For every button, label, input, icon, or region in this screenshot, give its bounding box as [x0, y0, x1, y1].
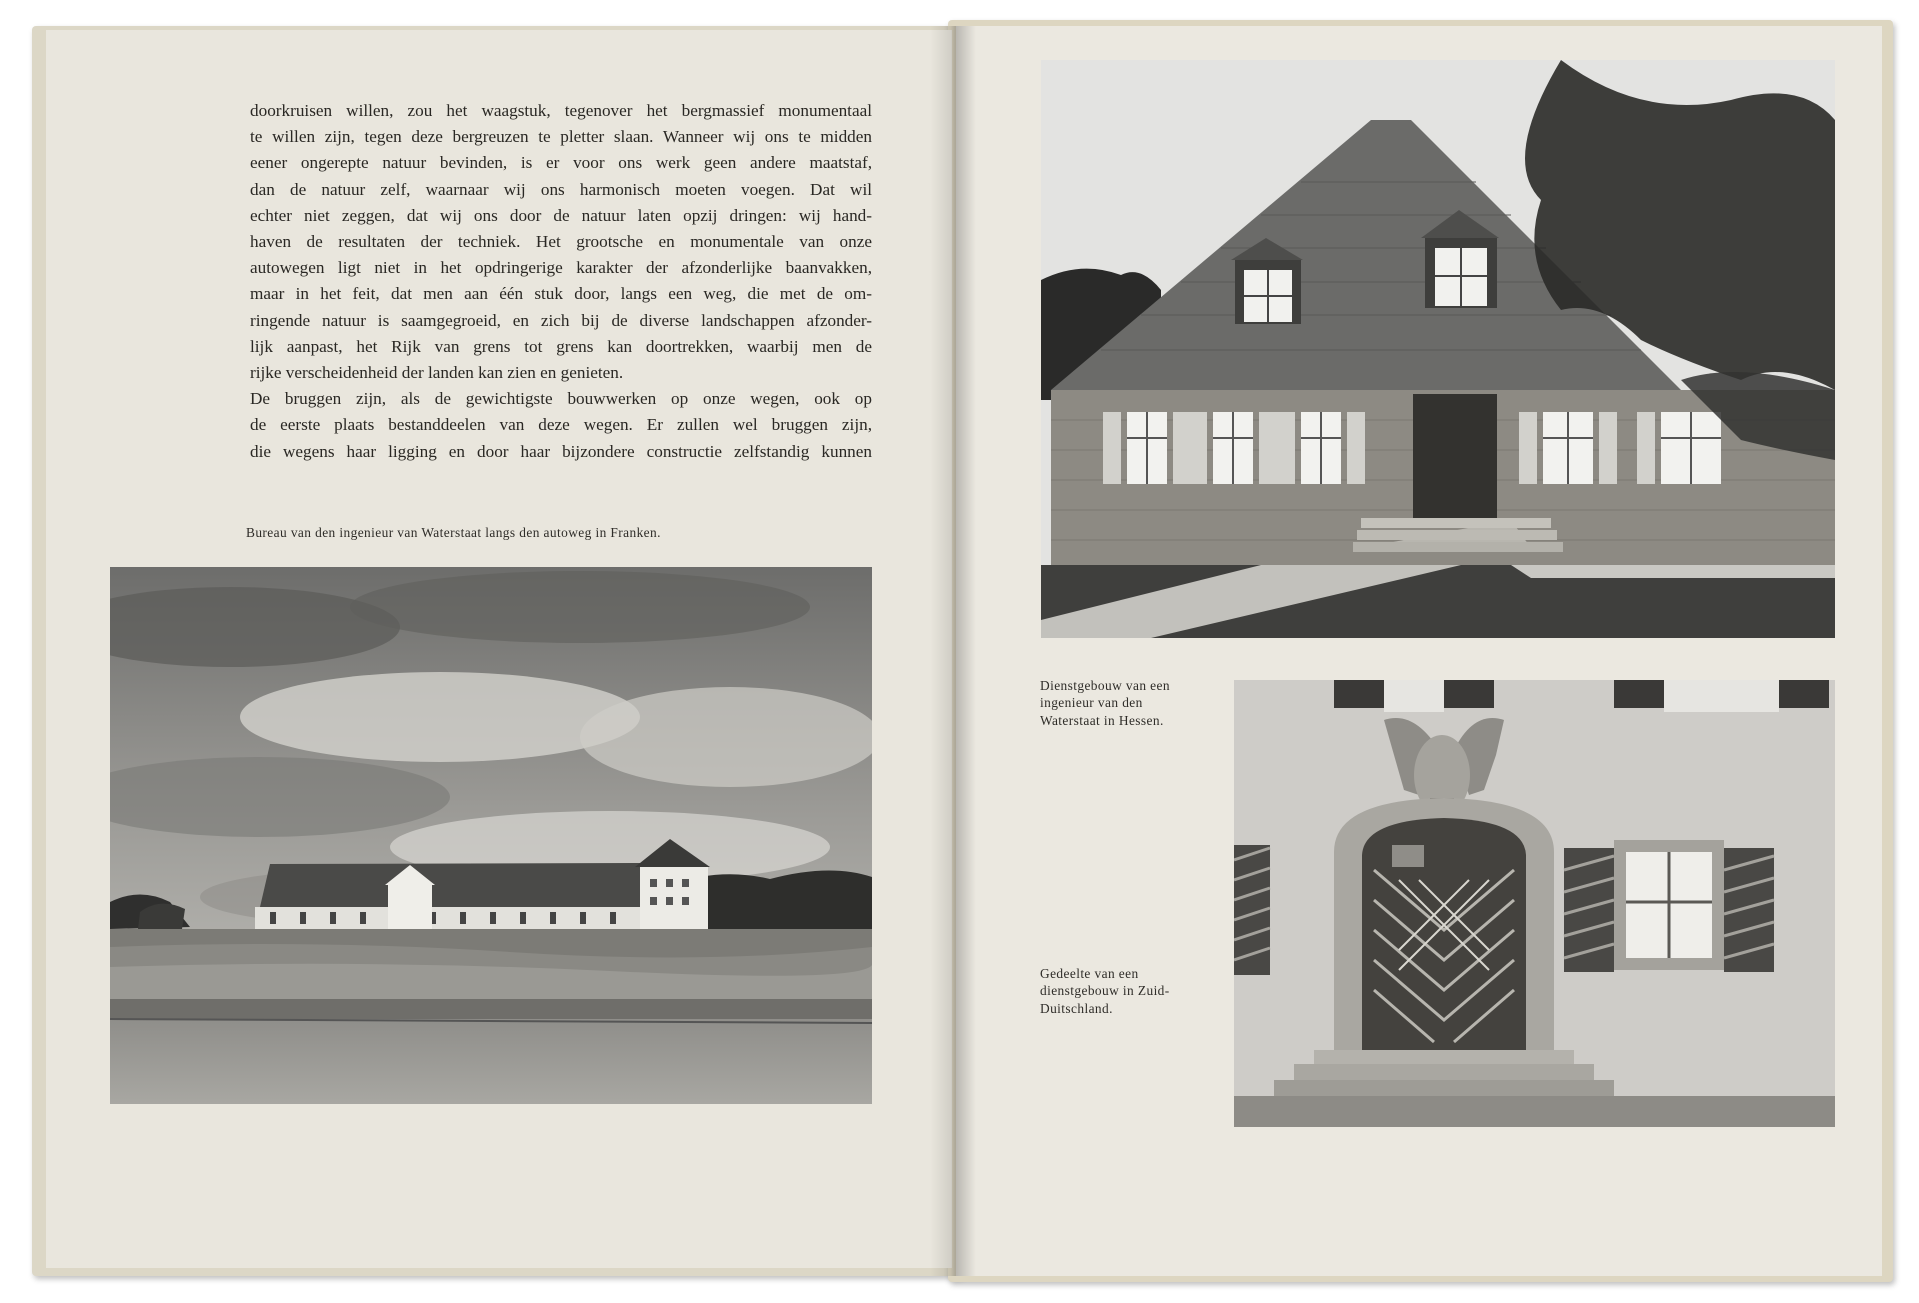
caption-line: Gedeelte van een — [1040, 966, 1139, 981]
caption-line: dienstgebouw in Zuid- — [1040, 983, 1170, 999]
text-line: echter niet zeggen, dat wij ons door de natuur laten opzij dringen: wij hand- — [250, 205, 872, 225]
text-line: De bruggen zijn, als de gewichtigste bouwwerken op onze wegen, ook op — [250, 389, 872, 409]
text-line: dan de natuur zelf, waarnaar wij ons harmonisch moeten voegen. Dat wil — [250, 179, 872, 199]
caption-line: ingenieur van den — [1040, 695, 1143, 711]
text-line: rijke verscheidenheid der landen kan zien en genieten. — [250, 363, 624, 383]
caption-line: Waterstaat in Hessen. — [1040, 712, 1164, 728]
text-line: haven de resultaten der techniek. Het grootsche en monumentale van onze — [250, 232, 872, 252]
photo-hessen-building — [1041, 60, 1835, 638]
photo-franken-building — [110, 567, 872, 1104]
text-line: ringende natuur is saamgegroeid, en zich bij de diverse landschappen afzonder- — [250, 310, 872, 330]
caption-line: Duitschland. — [1040, 1000, 1113, 1016]
body-text — [250, 98, 872, 465]
text-line: die wegens haar ligging en door haar bijzondere constructie zelfstandig kunnen — [250, 441, 872, 461]
caption-hessen — [1040, 677, 1220, 729]
photo-door-detail — [1234, 680, 1835, 1127]
text-line: doorkruisen willen, zou het waagstuk, tegenover het bergmassief monumentaal — [250, 101, 872, 120]
text-line: de eerste plaats bestanddeelen van deze wegen. Er zullen wel bruggen zijn, — [250, 415, 872, 435]
text-line: lijk aanpast, het Rijk van grens tot grens kan doortrekken, waarbij men de — [250, 336, 872, 356]
text-line: maar in het feit, dat men aan één stuk door, langs een weg, die met de om- — [250, 284, 872, 304]
caption-franken: Bureau van den ingenieur van Waterstaat langs den autoweg in Franken. — [246, 525, 661, 540]
book-gutter — [930, 26, 976, 1276]
caption-line: Dienstgebouw van een — [1040, 678, 1170, 693]
text-line: te willen zijn, tegen deze bergreuzen te pletter slaan. Wanneer wij ons te midden — [250, 127, 872, 147]
caption-zuid-duitschland — [1040, 965, 1220, 1017]
text-line: eener ongerepte natuur bevinden, is er voor ons werk geen andere maatstaf, — [250, 153, 872, 173]
text-line: autowegen ligt niet in het opdringerige karakter der afzonderlijke baanvakken, — [250, 258, 872, 278]
